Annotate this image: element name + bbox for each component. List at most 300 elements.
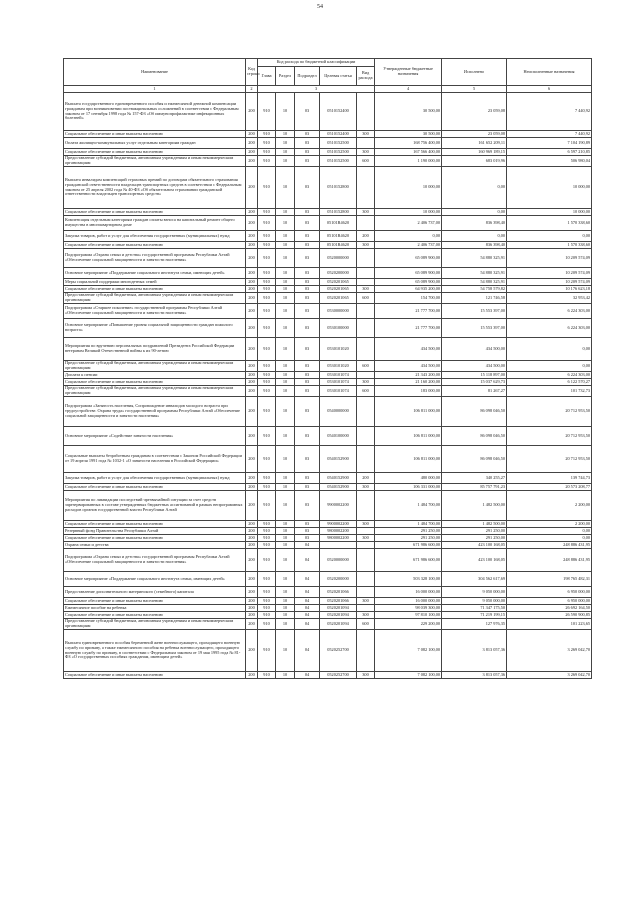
row-executed: 434 500,00 [442,361,507,372]
row-name: Оплата жилищно-коммунальных услуг отдельным категориям граждан [64,138,246,149]
row-name: Выплата единовременного пособия беременной жене военнослужащего, проходящего военную службу по призыву, а также ежемесячного пособия на ребенка военнослужащего, проходящего военную службу по призыву, в соответствии с Федеральным законом от 19 мая 1995 года № 81-ФЗ «О государственных пособиях гражданам, имеющим детей» [64,630,246,672]
row-executed: 160 969 189,15 [442,149,507,156]
row-type: 600 [357,361,375,372]
table-row [64,216,592,231]
row-target: 0530100000 [320,319,357,338]
row-razdel: 10 [276,231,295,242]
row-target: 0510152400 [320,131,357,138]
row-approved: 2 406 737,00 [375,216,442,231]
row-code: 200 [246,528,258,535]
row-glava: 910 [258,156,276,167]
row-type [357,338,375,361]
row-podrazdel: 03 [295,216,320,231]
row-razdel: 10 [276,605,295,612]
row-podrazdel: 04 [295,619,320,630]
row-podrazdel: 03 [295,304,320,319]
row-code: 200 [246,605,258,612]
row-razdel: 10 [276,338,295,361]
row-name: Мероприятия по вручению персональных поздравлений Президента Российской Федерации ветеранам Великой Отечественной войны к их 90-летию [64,338,246,361]
row-unexecuted: 139 744,73 [507,473,592,484]
row-glava: 910 [258,379,276,386]
row-type: 300 [357,286,375,293]
row-unexecuted: 20 712 953,50 [507,427,592,446]
row-unexecuted: 248 886 431,95 [507,549,592,572]
table-row [64,268,592,279]
row-name: Резервный фонд Правительства Республики Алтай [64,528,246,535]
row-target: 9900002200 [320,521,357,528]
row-name: Подпрограмма «Старшее поколение» государственной программы Республики Алтай «Обеспечение социальной защищенности и занятости населения» [64,304,246,319]
row-unexecuted: 6 597 210,85 [507,149,592,156]
row-name: Основное мероприятие «Содействие занятости населения» [64,427,246,446]
row-code: 200 [246,630,258,672]
header-classification-group: Код расхода по бюджетной классификации [258,59,375,67]
row-executed: 0,00 [442,209,507,216]
row-target: 0520201065 [320,293,357,304]
row-glava: 910 [258,446,276,473]
table-row [64,672,592,679]
row-target: 0510152500 [320,138,357,149]
row-approved: 1 190 000,00 [375,156,442,167]
index-cell: 5 [442,86,507,93]
table-row [64,361,592,372]
row-target: 0520201066 [320,598,357,605]
row-unexecuted: 26 692 164,50 [507,605,592,612]
row-glava: 910 [258,491,276,521]
row-glava: 910 [258,598,276,605]
row-razdel: 10 [276,379,295,386]
row-podrazdel: 03 [295,286,320,293]
row-target: 0540152900 [320,484,357,491]
header-glava: Глава [258,67,276,86]
row-name: Социальное обеспечение и иные выплаты населению [64,242,246,249]
table-row [64,572,592,587]
table-row [64,138,592,149]
row-podrazdel: 03 [295,528,320,535]
row-razdel: 10 [276,131,295,138]
row-approved: 16 000 000,00 [375,598,442,605]
row-unexecuted: 10 176 623,18 [507,286,592,293]
row-glava: 910 [258,587,276,598]
row-executed: 423 100 168,05 [442,542,507,549]
table-row [64,521,592,528]
row-podrazdel: 03 [295,242,320,249]
row-unexecuted: 10 209 574,09 [507,268,592,279]
row-type: 300 [357,598,375,605]
row-podrazdel: 03 [295,167,320,209]
row-podrazdel: 03 [295,521,320,528]
row-unexecuted: 6 224 303,00 [507,319,592,338]
table-row [64,249,592,268]
row-executed: 54 880 325,91 [442,249,507,268]
row-name: Предоставление дополнительного материнского (семейного) капитала [64,587,246,598]
row-razdel: 10 [276,286,295,293]
row-razdel: 10 [276,319,295,338]
row-code: 200 [246,231,258,242]
row-executed: 86 098 046,50 [442,397,507,427]
row-code: 200 [246,572,258,587]
row-type [357,279,375,286]
row-target: 0520201065 [320,286,357,293]
row-unexecuted: 0,00 [507,535,592,542]
row-glava: 910 [258,319,276,338]
row-glava: 910 [258,473,276,484]
row-code: 200 [246,427,258,446]
row-code: 200 [246,372,258,379]
table-row [64,587,592,598]
row-type [357,304,375,319]
row-executed: 423 100 168,05 [442,549,507,572]
row-target: 0530101074 [320,379,357,386]
row-razdel: 10 [276,587,295,598]
header-podrazdel: Подраздел [295,67,320,86]
row-target: 0520200000 [320,268,357,279]
row-approved: 480 000,00 [375,473,442,484]
row-type [357,572,375,587]
row-podrazdel: 03 [295,138,320,149]
row-type [357,491,375,521]
row-target: 05101R4620 [320,242,357,249]
row-podrazdel: 04 [295,605,320,612]
row-executed: 1 482 500,00 [442,491,507,521]
row-type [357,319,375,338]
row-executed: 9 050 000,00 [442,587,507,598]
row-target: 0530101020 [320,361,357,372]
row-executed: 9 050 000,00 [442,598,507,605]
row-approved: 1 484 700,00 [375,521,442,528]
row-code: 200 [246,156,258,167]
row-unexecuted: 3 269 042,70 [507,630,592,672]
row-code: 200 [246,612,258,619]
row-glava: 910 [258,242,276,249]
row-name: Компенсация отдельным категориям граждан оплаты взноса на капитальный ремонт общего имущества в многоквартирном доме [64,216,246,231]
row-approved: 10 000,00 [375,167,442,209]
row-glava: 910 [258,268,276,279]
row-target: 0520252700 [320,630,357,672]
row-code: 200 [246,484,258,491]
row-target: 0540152900 [320,473,357,484]
table-row [64,528,592,535]
table-row [64,397,592,427]
row-glava: 910 [258,279,276,286]
row-approved: 30 500,00 [375,93,442,131]
row-podrazdel: 03 [295,279,320,286]
row-razdel: 10 [276,242,295,249]
row-glava: 910 [258,612,276,619]
row-name: Подпрограмма «Охрана семьи и детства» государственной программы Республики Алтай «Обеспечение социальной защищенности и занятости населения» [64,249,246,268]
header-unexecuted: Неисполненные назначения [507,59,592,86]
row-razdel: 10 [276,167,295,209]
table-row [64,630,592,672]
row-code: 200 [246,397,258,427]
row-unexecuted: 0,00 [507,528,592,535]
row-podrazdel: 03 [295,361,320,372]
row-approved: 21 777 700,00 [375,319,442,338]
row-podrazdel: 03 [295,446,320,473]
header-target: Целевая статья [320,67,357,86]
row-type [357,138,375,149]
row-type: 300 [357,521,375,528]
row-executed: 15 037 629,73 [442,379,507,386]
row-unexecuted: 7 440,92 [507,131,592,138]
row-razdel: 10 [276,156,295,167]
row-glava: 910 [258,521,276,528]
row-glava: 910 [258,304,276,319]
row-glava: 910 [258,386,276,397]
row-podrazdel: 04 [295,542,320,549]
row-code: 200 [246,209,258,216]
row-type [357,268,375,279]
row-unexecuted: 0,00 [507,361,592,372]
row-podrazdel: 03 [295,427,320,446]
row-executed: 836 398,40 [442,216,507,231]
row-razdel: 10 [276,572,295,587]
row-name: Социальное обеспечение и иные выплаты населению [64,286,246,293]
row-razdel: 10 [276,397,295,427]
row-code: 200 [246,93,258,131]
row-target: 0520201094 [320,605,357,612]
row-name: Социальное обеспечение и иные выплаты населению [64,149,246,156]
row-approved: 64 935 200,00 [375,286,442,293]
row-unexecuted: 32 953,42 [507,293,592,304]
row-unexecuted: 7 440,92 [507,93,592,131]
row-unexecuted: 6 950 000,00 [507,598,592,605]
row-target: 0530101074 [320,386,357,397]
budget-execution-table [63,58,592,679]
row-unexecuted: 20 573 208,77 [507,484,592,491]
row-type: 200 [357,473,375,484]
row-approved: 98 039 300,00 [375,605,442,612]
row-code: 200 [246,549,258,572]
row-name: Социальное обеспечение и иные выплаты населению [64,131,246,138]
row-type [357,630,375,672]
row-type [357,249,375,268]
row-executed: 86 098 046,50 [442,427,507,446]
row-name: Предоставление субсидий бюджетным, автономным учреждениям и иным некоммерческим организациям [64,156,246,167]
row-glava: 910 [258,535,276,542]
row-name: Подпрограмма «Охрана семьи и детства» государственной программы Республики Алтай «Обеспечение социальной защищенности и занятости населения» [64,549,246,572]
row-name: Социальные выплаты безработным гражданам в соответствии с Законом Российской Федерации от 19 апреля 1991 года № 1032-1 «О занятости населения в Российской Федерации» [64,446,246,473]
row-code: 200 [246,619,258,630]
row-podrazdel: 04 [295,672,320,679]
row-approved: 21 777 700,00 [375,304,442,319]
index-cell: 2 [246,86,258,93]
row-code: 200 [246,286,258,293]
row-glava: 910 [258,427,276,446]
row-approved: 434 500,00 [375,338,442,361]
table-row [64,209,592,216]
row-approved: 434 500,00 [375,361,442,372]
row-unexecuted: 0,00 [507,338,592,361]
row-name: Выплата государственного единовременного пособия и ежемесячной денежной компенсации гражданам при возникновении поствакцинальных осложнений в соответствии с Федеральным законом от 17 сентября 1998 года № 157-ФЗ «Об иммунопрофилактике инфекционных болезней» [64,93,246,131]
index-cell: 1 [64,86,246,93]
row-target: 9800002200 [320,528,357,535]
row-type [357,605,375,612]
row-code: 200 [246,216,258,231]
row-glava: 910 [258,619,276,630]
row-executed: 161 652 209,11 [442,138,507,149]
row-target: 05101R4620 [320,216,357,231]
row-name: Закупка товаров, работ и услуг для обеспечения государственных (муниципальных) нужд [64,231,246,242]
row-code: 200 [246,138,258,149]
row-executed: 127 976,35 [442,619,507,630]
row-executed: 81 267,27 [442,386,507,397]
row-type: 600 [357,386,375,397]
header-razdel: Раздел [276,67,295,86]
row-target: 05101R4620 [320,231,357,242]
row-approved: 7 082 100,00 [375,672,442,679]
row-glava: 910 [258,249,276,268]
header-type: Вид расхода [357,67,375,86]
row-razdel: 10 [276,542,295,549]
row-approved: 1 484 700,00 [375,491,442,521]
row-name: Социальное обеспечение и иные выплаты населению [64,598,246,605]
row-target: 0520201066 [320,587,357,598]
row-code: 200 [246,473,258,484]
row-name: Мероприятия по ликвидации последствий чрезвычайной ситуации за счет средств зарезервированных в составе утвержденных бюджетных ассигнований в рамках непрограммных расходов органов государственной власти Республики Алтай [64,491,246,521]
header-name: Наименование [64,59,246,86]
row-code: 200 [246,386,258,397]
row-unexecuted: 1 570 338,60 [507,216,592,231]
row-razdel: 10 [276,549,295,572]
row-unexecuted: 10 209 574,09 [507,279,592,286]
row-razdel: 10 [276,372,295,379]
row-razdel: 10 [276,484,295,491]
row-razdel: 10 [276,535,295,542]
row-unexecuted: 1 570 338,60 [507,242,592,249]
row-podrazdel: 03 [295,231,320,242]
row-code: 200 [246,279,258,286]
row-name: Меры социальной поддержки многодетных семей [64,279,246,286]
row-name: Социальное обеспечение и иные выплаты населению [64,484,246,491]
row-razdel: 10 [276,279,295,286]
row-executed: 304 562 617,69 [442,572,507,587]
row-target: 0540100000 [320,427,357,446]
row-podrazdel: 03 [295,473,320,484]
row-unexecuted: 101 732,73 [507,386,592,397]
row-approved: 7 082 100,00 [375,630,442,672]
row-podrazdel: 03 [295,372,320,379]
row-approved: 291 250,00 [375,528,442,535]
row-razdel: 10 [276,491,295,521]
row-code: 200 [246,672,258,679]
row-glava: 910 [258,361,276,372]
row-podrazdel: 04 [295,549,320,572]
row-code: 200 [246,379,258,386]
row-target: 9800002200 [320,535,357,542]
row-type [357,397,375,427]
row-razdel: 10 [276,268,295,279]
row-type: 300 [357,379,375,386]
row-type [357,587,375,598]
row-unexecuted: 3 269 042,70 [507,672,592,679]
row-type [357,446,375,473]
row-podrazdel: 04 [295,572,320,587]
row-podrazdel: 03 [295,397,320,427]
row-approved: 291 250,00 [375,535,442,542]
row-podrazdel: 03 [295,209,320,216]
row-name: Основное мероприятие «Поддержание социального института семьи, имеющих детей» [64,572,246,587]
header-executed: Исполнено [442,59,507,86]
row-code: 200 [246,535,258,542]
row-razdel: 10 [276,216,295,231]
row-name: Предоставление субсидий бюджетным, автономным учреждениям и иным некоммерческим организациям [64,361,246,372]
row-podrazdel: 04 [295,587,320,598]
row-type: 300 [357,131,375,138]
row-target: 0520000000 [320,249,357,268]
row-podrazdel: 03 [295,338,320,361]
table-row [64,446,592,473]
index-cell: 4 [375,86,442,93]
row-type [357,427,375,446]
row-name: Подпрограмма «Занятость населения, Сопровождение инвалидов молодого возраста при трудоустройстве. Охрана труда» государственной программы Республики Алтай «Обеспечение социальной защищенности и занятости населения» [64,397,246,427]
row-executed: 15 553 397,00 [442,319,507,338]
row-approved: 168 756 400,00 [375,138,442,149]
row-target: 0510152500 [320,149,357,156]
row-podrazdel: 03 [295,149,320,156]
row-glava: 910 [258,397,276,427]
row-executed: 15 118 897,00 [442,372,507,379]
index-cell: 3 [258,86,375,93]
row-code: 200 [246,446,258,473]
row-executed: 54 880 325,91 [442,268,507,279]
row-glava: 910 [258,231,276,242]
row-code: 200 [246,542,258,549]
row-code: 200 [246,521,258,528]
row-code: 200 [246,319,258,338]
row-code: 200 [246,131,258,138]
row-executed: 291 250,00 [442,535,507,542]
row-name: Охрана семьи и детства [64,542,246,549]
row-name: Доплата к пенсии [64,372,246,379]
row-approved: 21 343 200,00 [375,372,442,379]
row-approved: 65 089 900,00 [375,279,442,286]
row-target: 0520000000 [320,549,357,572]
row-target: 9900002200 [320,491,357,521]
row-glava: 910 [258,131,276,138]
row-razdel: 10 [276,521,295,528]
table-row [64,484,592,491]
row-type [357,372,375,379]
row-target: 0510152500 [320,156,357,167]
row-type: 300 [357,149,375,156]
row-name: Социальное обеспечение и иные выплаты населению [64,521,246,528]
row-unexecuted: 2 200,00 [507,521,592,528]
row-code: 200 [246,268,258,279]
table-row [64,386,592,397]
row-executed: 1 482 500,00 [442,521,507,528]
row-approved: 65 089 900,00 [375,249,442,268]
row-code: 200 [246,293,258,304]
row-approved: 229 200,00 [375,619,442,630]
row-razdel: 10 [276,249,295,268]
row-name: Социальное обеспечение и иные выплаты населению [64,209,246,216]
row-glava: 910 [258,209,276,216]
row-name: Ежемесячное пособие на ребенка [64,605,246,612]
row-podrazdel: 03 [295,156,320,167]
table-row [64,156,592,167]
row-glava: 910 [258,372,276,379]
row-executed: 683 019,96 [442,156,507,167]
row-glava: 910 [258,216,276,231]
row-glava: 910 [258,167,276,209]
row-razdel: 10 [276,304,295,319]
row-approved: 106 811 000,00 [375,427,442,446]
row-glava: 910 [258,93,276,131]
row-executed: 71 347 175,50 [442,605,507,612]
table-row [64,491,592,521]
row-approved: 30 500,00 [375,131,442,138]
row-approved: 503 328 100,00 [375,572,442,587]
